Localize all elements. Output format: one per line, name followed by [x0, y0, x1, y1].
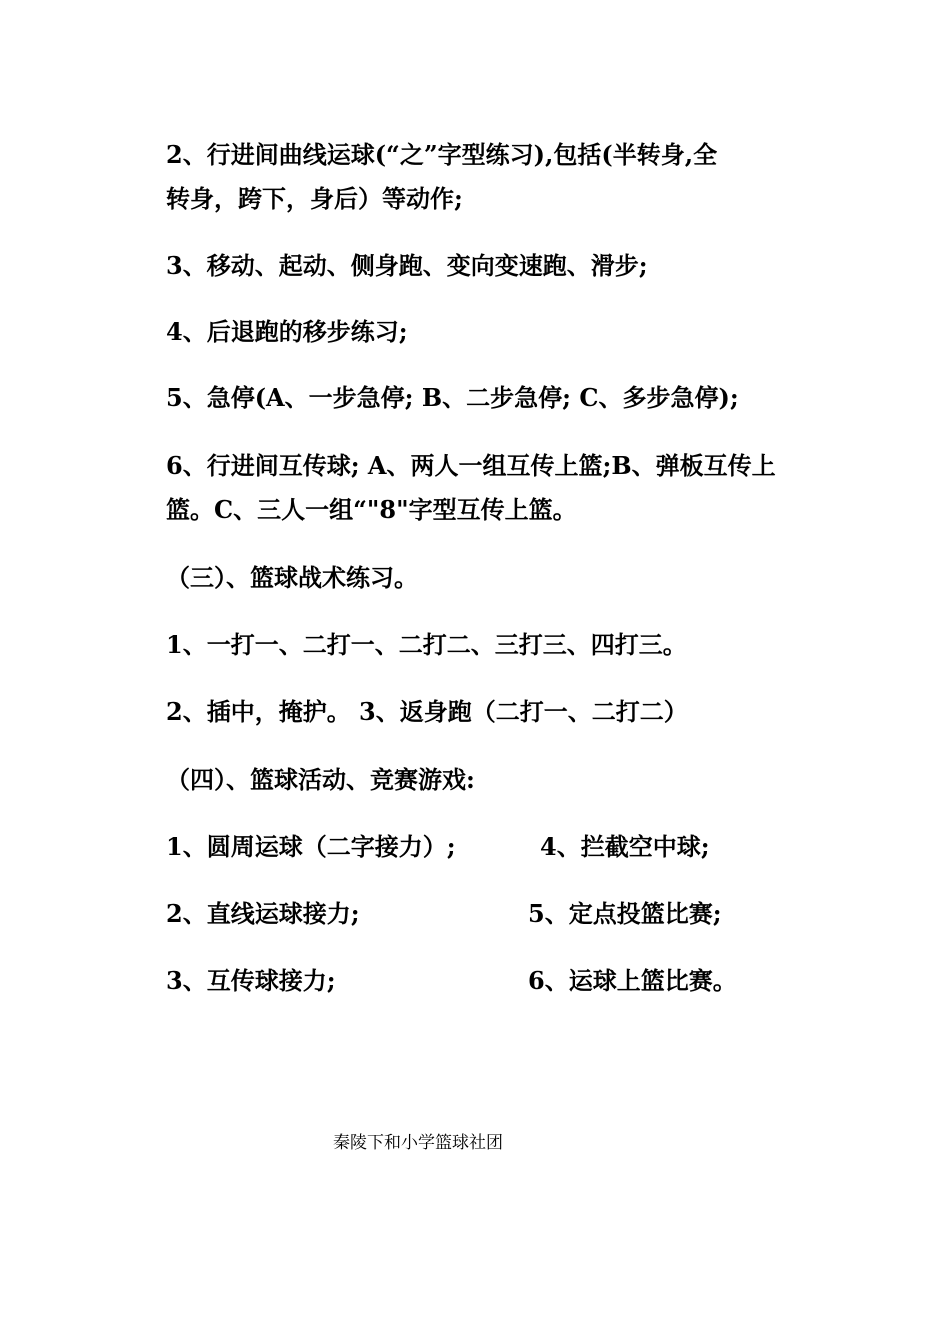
section-heading: （三）、篮球战术练习。 [166, 563, 418, 592]
game-item: 3、互传球接力; [166, 966, 336, 995]
section-heading: （四）、篮球活动、竞赛游戏: [166, 765, 475, 794]
text-line: 2、行进间曲线运球(“之”字型练习),包括(半转身,全 [166, 140, 718, 169]
game-item: 5、定点投篮比赛; [528, 899, 722, 928]
text-line: 篮。C、三人一组“"8"字型互传上篮。 [166, 495, 577, 524]
game-item: 2、直线运球接力; [166, 899, 360, 928]
text-line: 4、后退跑的移步练习; [166, 317, 408, 346]
game-item: 6、运球上篮比赛。 [528, 966, 737, 995]
text-line: 5、急停(A、一步急停; B、二步急停; C、多步急停); [166, 383, 739, 412]
text-line: 6、行进间互传球; A、两人一组互传上篮;B、弹板互传上 [166, 451, 776, 480]
text-line: 3、移动、起动、侧身跑、变向变速跑、滑步; [166, 251, 648, 280]
game-item: 1、圆周运球（二字接力）; [166, 832, 456, 861]
text-line: 转身，跨下，身后）等动作; [166, 184, 463, 213]
text-line: 2、插中，掩护。 3、返身跑（二打一、二打二） [166, 697, 688, 726]
footer-organization: 秦陵下和小学篮球社团 [333, 1133, 503, 1153]
text-line: 1、一打一、二打一、二打二、三打三、四打三。 [166, 630, 687, 659]
game-item: 4、拦截空中球; [540, 832, 710, 861]
